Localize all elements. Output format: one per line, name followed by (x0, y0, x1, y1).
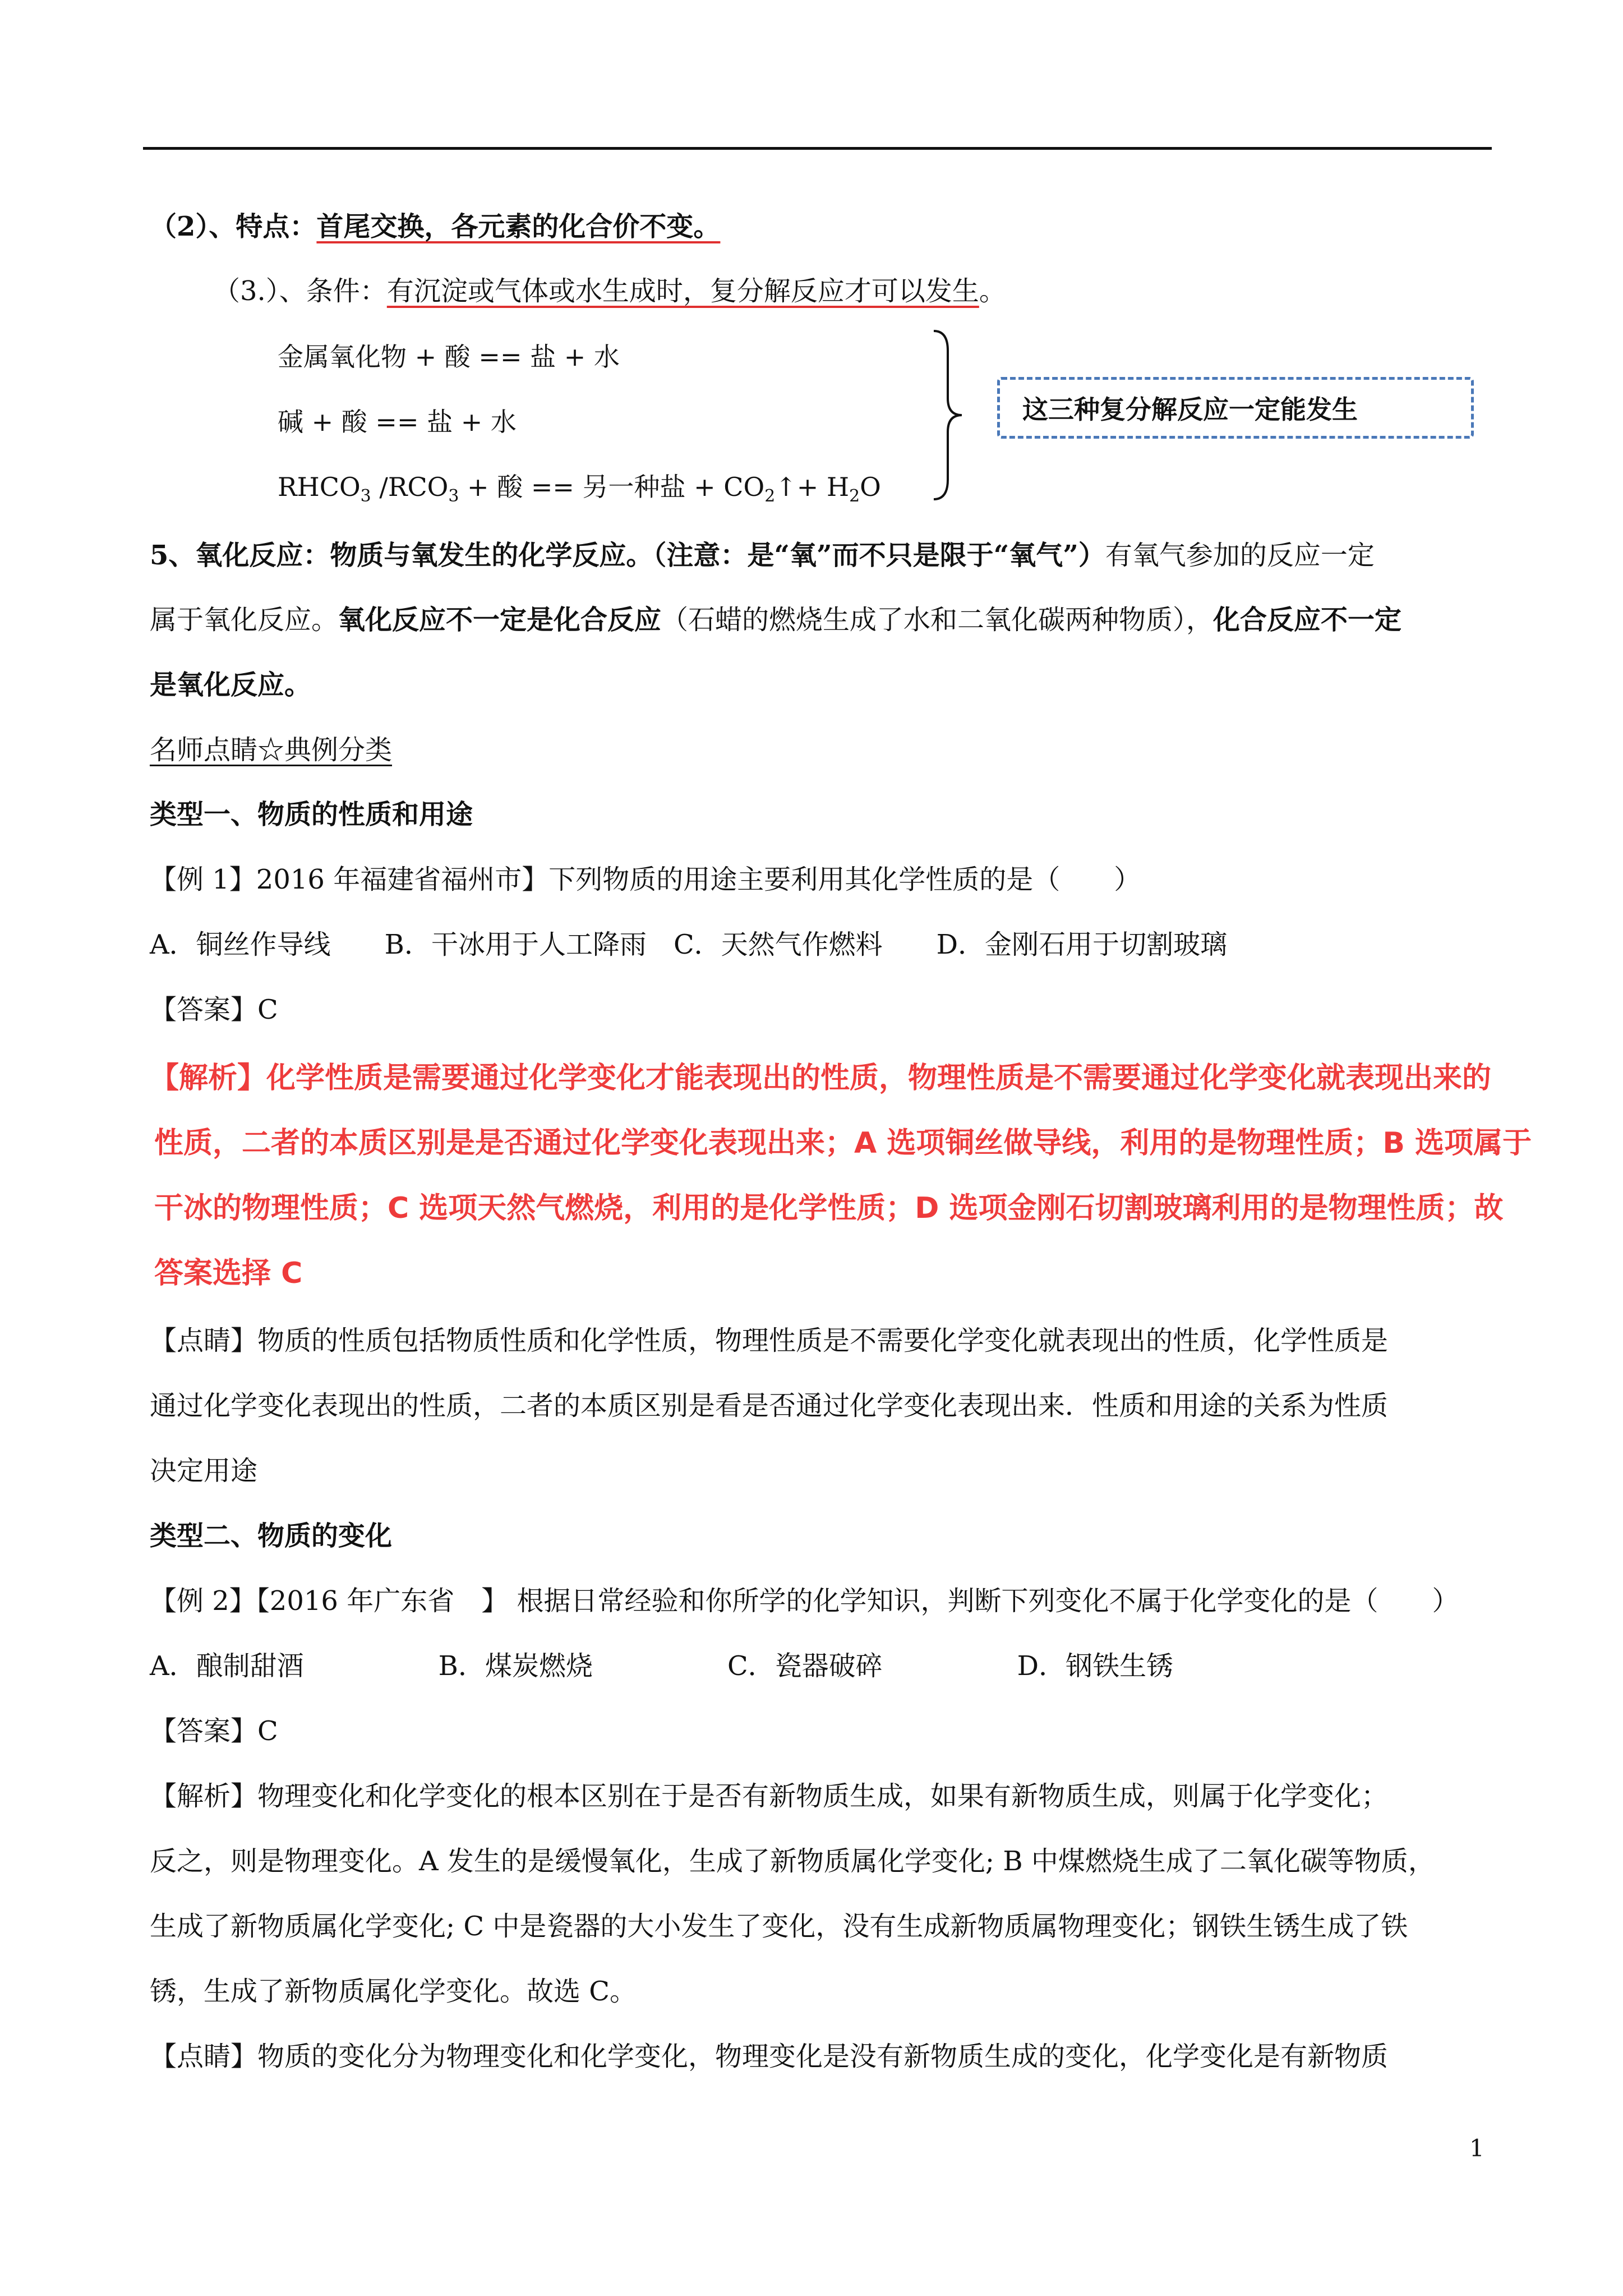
oxidation-line-2: 属于氧化反应。氧化反应不一定是化合反应（石蜡的燃烧生成了水和二氧化碳两种物质），化合反应不一定 (150, 604, 1402, 636)
oxidation-line-1: 5、氧化反应：物质与氧发生的化学反应。（注意：是“氧”而不只是限于“氧气”）有氧气参加的反应一定 (150, 540, 1375, 571)
condition-text: 有沉淀或气体或水生成时，复分解反应才可以发生 (386, 275, 979, 307)
ex1-tip-2: 通过化学变化表现出的性质，二者的本质区别是看是否通过化学变化表现出来．性质和用途的关系为性质 (150, 1390, 1389, 1421)
type2-heading: 类型二、物质的变化 (150, 1520, 393, 1552)
ex1-analysis-2: 性质，二者的本质区别是是否通过化学变化表现出来；A 选项铜丝做导线，利用的是物理性质；B 选项属于 (154, 1126, 1532, 1160)
ex2-tip: 【点睛】物质的变化分为物理变化和化学变化，物理变化是没有新物质生成的变化，化学变化是有新物质 (150, 2041, 1389, 2072)
ex1-tip-3: 决定用途 (150, 1455, 258, 1487)
ex1-analysis-3: 干冰的物理性质；C 选项天然气燃烧，利用的是化学性质；D 选项金刚石切割玻璃利用的是物理性质；故 (154, 1191, 1504, 1225)
page-number: 1 (1469, 2134, 1484, 2162)
ex2-analysis-3: 生成了新物质属化学变化; C 中是瓷器的大小发生了变化，没有生成新物质属物理变化；钢铁生锈生成了铁 (150, 1911, 1408, 1942)
right-brace-icon (931, 328, 965, 502)
equation-1: 金属氧化物 + 酸 == 盐 + 水 (278, 342, 620, 372)
note-box: 这三种复分解反应一定能发生 (997, 377, 1474, 439)
feature-text: 首尾交换，各元素的化合价不变。 (316, 211, 721, 242)
ex1-analysis-4: 答案选择 C (154, 1257, 303, 1290)
feature-line (150, 209, 720, 245)
ex2-analysis-4: 锈，生成了新物质属化学变化。故选 C。 (150, 1976, 637, 2007)
feature-label: （2）、特点： (150, 211, 317, 242)
ex1-question: 【例 1】2016 年福建省福州市】下列物质的用途主要利用其化学性质的是（ ） (150, 864, 1141, 895)
oxidation-line-3: 是氧化反应。 (150, 669, 312, 701)
ex1-analysis-1: 【解析】化学性质是需要通过化学变化才能表现出的性质，物理性质是不需要通过化学变化就表现出来的 (150, 1061, 1492, 1095)
ex1-tip-1: 【点睛】物质的性质包括物质性质和化学性质，物理性质是不需要化学变化就表现出的性质，化学性质是 (150, 1325, 1389, 1356)
condition-label: （3.）、条件： (213, 275, 387, 307)
ex2-analysis-2: 反之，则是物理变化。A 发生的是缓慢氧化，生成了新物质属化学变化; B 中煤燃烧生成了二氧化碳等物质， (150, 1846, 1435, 1877)
ex1-answer: 【答案】C (150, 994, 278, 1025)
header-rule (143, 147, 1492, 150)
section-title: 名师点睛☆典例分类 (150, 734, 393, 766)
ex2-options: A．酿制甜酒 B．煤炭燃烧 C．瓷器破碎 D．钢铁生锈 (150, 1650, 1174, 1682)
equation-2: 碱 + 酸 == 盐 + 水 (278, 407, 517, 437)
ex2-analysis-1: 【解析】物理变化和化学变化的根本区别在于是否有新物质生成，如果有新物质生成，则属于化学变化； (150, 1780, 1389, 1812)
ex2-question: 【例 2】【2016 年广东省 】 根据日常经验和你所学的化学知识，判断下列变化不属于化学变化的是（ ） (150, 1585, 1459, 1617)
equation-3: $RHCO_3$ $/RCO_3$ + 酸 == 另一种盐 + $CO_2↑+ H_2O$ (278, 472, 881, 507)
ex2-answer: 【答案】C (150, 1715, 278, 1747)
type1-heading: 类型一、物质的性质和用途 (150, 799, 473, 830)
ex1-options: A．铜丝作导线 B．干冰用于人工降雨 C．天然气作燃料 D．金刚石用于切割玻璃 (150, 929, 1228, 960)
condition-line: （3.）、条件：有沉淀或气体或水生成时，复分解反应才可以发生。 (213, 275, 1006, 307)
